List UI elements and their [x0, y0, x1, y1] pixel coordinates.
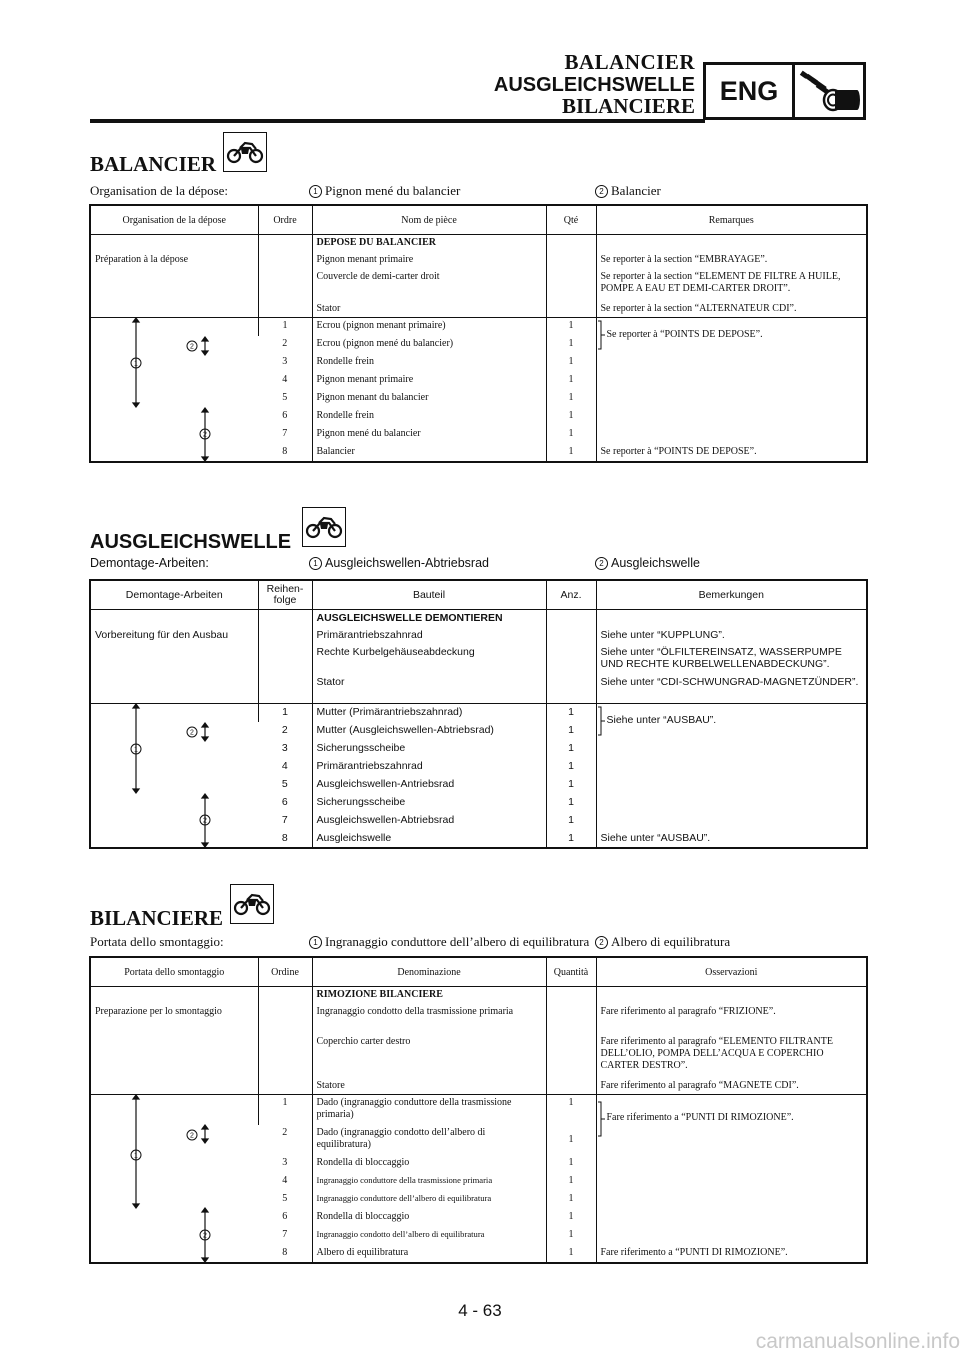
quantity: 1	[546, 336, 596, 354]
header-title-fr: BALANCIER	[564, 50, 695, 74]
order-number: 5	[282, 1192, 288, 1204]
part-name: Dado (ingranaggio condotto dell’albero di equilibratura)	[312, 1125, 546, 1155]
parts-table-1	[89, 204, 868, 463]
sequence-arrows-icon	[91, 318, 259, 462]
bracket-remark: Fare riferimento a “PUNTI DI RIMOZIONE”.	[606, 1112, 794, 1123]
col-header: Nom de pièce	[312, 205, 546, 235]
subtitle-label: Organisation de la dépose:	[90, 183, 229, 198]
quantity: 1	[546, 758, 596, 776]
header-rule	[90, 119, 705, 123]
order-number: 1	[258, 1095, 312, 1125]
bracket-remark-cell	[596, 704, 867, 830]
bracket-icon	[597, 1101, 605, 1137]
part-name: Couvercle de demi-carter droit	[312, 269, 546, 301]
legend-text: Balancier	[611, 183, 661, 198]
part-name: Ausgleichswelle	[312, 830, 546, 848]
legend-number: 1	[309, 185, 322, 198]
legend-number: 2	[595, 936, 608, 949]
section-title-ausgleichswelle: AUSGLEICHSWELLE	[90, 531, 292, 553]
legend-item-2	[595, 556, 700, 570]
table-row	[90, 1034, 867, 1078]
remark: Siehe unter “AUSBAU”.	[596, 830, 867, 848]
order-number: 7	[282, 427, 288, 439]
order-number: 4	[282, 1174, 288, 1186]
part-name: Ausgleichswellen-Abtriebsrad	[312, 812, 546, 830]
section-title-bilanciere: BILANCIERE	[90, 906, 224, 930]
table-row	[90, 1078, 867, 1095]
remark: Siehe unter “ÖLFILTEREINSATZ, WASSERPUMPE UND RECHTE KURBELWELLENABDECKUNG”.	[596, 644, 867, 674]
remark: Fare riferimento al paragrafo “MAGNETE CDI”.	[596, 1078, 867, 1095]
col-header: Ordre	[258, 205, 312, 235]
order-number: 3	[282, 1156, 288, 1168]
prep-label: Vorbereitung für den Ausbau	[95, 628, 229, 641]
part-name: Rondella di bloccaggio	[312, 1209, 546, 1227]
bracket-remark-cell	[596, 1095, 867, 1245]
remark: Fare riferimento a “PUNTI DI RIMOZIONE”.	[596, 1245, 867, 1263]
part-name: Ecrou (pignon mené du balancier)	[312, 336, 546, 354]
table-row	[90, 674, 867, 704]
part-name: Primärantriebszahnrad	[312, 758, 546, 776]
part-name: Ecrou (pignon menant primaire)	[312, 318, 546, 336]
order-number: 8	[282, 445, 288, 457]
table-row	[90, 644, 867, 674]
part-name: Balancier	[312, 444, 546, 462]
bracket-icon	[597, 320, 605, 350]
part-name: Ingranaggio condotto della trasmissione primaria	[312, 1004, 546, 1034]
order-number: 2	[282, 1126, 288, 1138]
svg-text:2: 2	[203, 431, 207, 439]
order-number: 1	[258, 704, 312, 722]
col-header: Qté	[546, 205, 596, 235]
remark: Fare riferimento al paragrafo “ELEMENTO FILTRANTE DELL’OLIO, POMPA DELL’ACQUA E COPERCHIO CARTER DESTRO”.	[596, 1034, 867, 1078]
order-number: 4	[281, 759, 288, 772]
order-number: 6	[281, 795, 288, 808]
section-title-balancier: BALANCIER	[90, 152, 217, 176]
col-header: Demontage-Arbeiten	[90, 580, 258, 610]
eng-label: ENG	[706, 65, 795, 117]
prep-label: Preparazione per lo smontaggio	[95, 1005, 222, 1017]
svg-text:1: 1	[134, 746, 138, 754]
col-header: Bauteil	[312, 580, 546, 610]
group-title: DEPOSE DU BALANCIER	[312, 235, 546, 252]
quantity: 1	[546, 794, 596, 812]
subtitle-2	[90, 556, 700, 570]
table-row	[90, 704, 867, 722]
col-header: Portata dello smontaggio	[90, 957, 258, 987]
part-name: Albero di equilibratura	[312, 1245, 546, 1263]
motorcycle-icon	[230, 884, 274, 924]
quantity: 1	[546, 722, 596, 740]
quantity: 1	[546, 740, 596, 758]
table-row	[90, 987, 867, 1004]
table-row	[90, 269, 867, 301]
legend-text: Pignon mené du balancier	[325, 183, 461, 198]
quantity: 1	[546, 1191, 596, 1209]
svg-text:1: 1	[134, 1152, 138, 1160]
quantity: 1	[546, 426, 596, 444]
remark: Siehe unter “KUPPLUNG”.	[596, 627, 867, 644]
engine-spring-icon	[795, 65, 863, 117]
quantity: 1	[546, 1155, 596, 1173]
part-name: Mutter (Ausgleichswellen-Abtriebsrad)	[312, 722, 546, 740]
bracket-remark-cell	[596, 318, 867, 444]
part-name: Pignon mené du balancier	[312, 426, 546, 444]
legend-item-1	[309, 183, 460, 199]
legend-item-1	[309, 934, 589, 950]
svg-text:2: 2	[190, 729, 194, 737]
quantity: 1	[546, 1125, 596, 1155]
part-name: Rechte Kurbelgehäuseabdeckung	[312, 644, 546, 674]
table-row	[90, 318, 867, 336]
part-name: Pignon menant primaire	[312, 252, 546, 269]
quantity: 1	[546, 1209, 596, 1227]
svg-text:2: 2	[203, 1232, 207, 1240]
col-header: Osservazioni	[596, 957, 867, 987]
order-number: 4	[282, 373, 288, 385]
subtitle-label: Demontage-Arbeiten:	[90, 556, 209, 570]
part-name: Statore	[312, 1078, 546, 1095]
legend-text: Ausgleichswellen-Abtriebsrad	[325, 556, 489, 570]
table-row	[90, 301, 867, 318]
bracket-remark: Siehe unter “AUSBAU”.	[606, 714, 717, 727]
part-name: Mutter (Primärantriebszahnrad)	[312, 704, 546, 722]
legend-item-1	[309, 556, 489, 570]
bracket-icon	[597, 706, 605, 736]
quantity: 1	[546, 830, 596, 848]
table-row	[90, 1004, 867, 1034]
order-number: 5	[282, 391, 288, 403]
part-name: Stator	[312, 301, 546, 318]
quantity: 1	[546, 704, 596, 722]
part-name: Ausgleichswellen-Antriebsrad	[312, 776, 546, 794]
part-name: Sicherungsscheibe	[312, 740, 546, 758]
table-row	[90, 252, 867, 269]
parts-table-3	[89, 956, 868, 1264]
group-title: AUSGLEICHSWELLE DEMONTIEREN	[312, 610, 546, 627]
parts-table-2	[89, 579, 868, 849]
remark: Siehe unter “CDI-SCHWUNGRAD-MAGNETZÜNDER”.	[596, 674, 867, 704]
svg-text:2: 2	[190, 1132, 194, 1140]
prep-label: Préparation à la dépose	[95, 253, 189, 265]
quantity: 1	[546, 408, 596, 426]
quantity: 1	[546, 776, 596, 794]
part-name: Coperchio carter destro	[312, 1034, 546, 1078]
order-number: 7	[282, 1228, 288, 1240]
svg-text:2: 2	[190, 343, 194, 351]
quantity: 1	[546, 1173, 596, 1191]
order-number: 6	[282, 1210, 288, 1222]
col-header: Ordine	[258, 957, 312, 987]
page-number: 4 - 63	[458, 1301, 502, 1320]
part-name: Ingranaggio condotto dell’albero di equilibratura	[312, 1227, 546, 1245]
part-name: Primärantriebszahnrad	[312, 627, 546, 644]
legend-number: 1	[309, 557, 322, 570]
order-number: 8	[282, 1246, 288, 1258]
quantity: 1	[546, 318, 596, 336]
order-number: 8	[281, 831, 288, 844]
legend-item-2	[595, 934, 730, 950]
header-titles	[494, 52, 695, 117]
remark: Se reporter à la section “ELEMENT DE FILTRE A HUILE, POMPE A EAU ET DEMI-CARTER DROIT”.	[596, 269, 867, 301]
motorcycle-icon	[223, 132, 267, 172]
col-header: Bemerkungen	[596, 580, 867, 610]
table-row	[90, 627, 867, 644]
table-row	[90, 610, 867, 627]
legend-text: Ausgleichswelle	[611, 556, 700, 570]
subtitle-1	[90, 183, 661, 199]
svg-text:1: 1	[134, 360, 138, 368]
order-number: 7	[281, 813, 288, 826]
quantity: 1	[546, 1095, 596, 1125]
col-header: Denominazione	[312, 957, 546, 987]
legend-text: Ingranaggio conduttore dell’albero di equilibratura	[325, 934, 590, 949]
quantity: 1	[546, 1227, 596, 1245]
order-number: 2	[281, 723, 288, 736]
legend-number: 2	[595, 557, 608, 570]
order-number: 5	[281, 777, 288, 790]
legend-number: 2	[595, 185, 608, 198]
order-number: 2	[282, 337, 288, 349]
eng-badge	[703, 62, 866, 120]
legend-item-2	[595, 183, 661, 199]
order-number: 1	[258, 318, 312, 336]
table-row	[90, 235, 867, 252]
col-header: Quantità	[546, 957, 596, 987]
part-name: Ingranaggio conduttore dell’albero di equilibratura	[312, 1191, 546, 1209]
order-number: 3	[281, 741, 288, 754]
svg-text:2: 2	[203, 817, 207, 825]
sequence-arrows-icon	[91, 704, 259, 848]
part-name: Rondelle frein	[312, 354, 546, 372]
motorcycle-icon	[302, 507, 346, 547]
quantity: 1	[546, 1245, 596, 1263]
part-name: Pignon menant du balancier	[312, 390, 546, 408]
part-name: Stator	[312, 674, 546, 704]
quantity: 1	[546, 354, 596, 372]
remark: Se reporter à “POINTS DE DEPOSE”.	[596, 444, 867, 462]
remark: Se reporter à la section “EMBRAYAGE”.	[596, 252, 867, 269]
quantity: 1	[546, 390, 596, 408]
part-name: Sicherungsscheibe	[312, 794, 546, 812]
subtitle-label: Portata dello smontaggio:	[90, 934, 224, 949]
remark: Fare riferimento al paragrafo “FRIZIONE”.	[596, 1004, 867, 1034]
legend-text: Albero di equilibratura	[611, 934, 731, 949]
header-title-it: BILANCIERE	[561, 94, 695, 118]
part-name: Pignon menant primaire	[312, 372, 546, 390]
col-header: Reihen-folge	[258, 580, 312, 610]
subtitle-3	[90, 934, 731, 950]
order-number: 3	[282, 355, 288, 367]
col-header: Organisation de la dépose	[90, 205, 258, 235]
sequence-arrows	[90, 1095, 258, 1263]
order-number: 6	[282, 409, 288, 421]
quantity: 1	[546, 812, 596, 830]
sequence-arrows-icon	[91, 1095, 259, 1263]
header-title-de: AUSGLEICHSWELLE	[493, 74, 695, 96]
col-header: Anz.	[546, 580, 596, 610]
watermark: carmanualsonline.info	[755, 1330, 960, 1353]
part-name: Rondelle frein	[312, 408, 546, 426]
sequence-arrows	[90, 704, 258, 848]
quantity: 1	[546, 372, 596, 390]
part-name: Dado (ingranaggio conduttore della trasmissione primaria)	[312, 1095, 546, 1125]
bracket-remark: Se reporter à “POINTS DE DEPOSE”.	[606, 329, 763, 340]
part-name: Ingranaggio conduttore della trasmissione primaria	[312, 1173, 546, 1191]
remark: Se reporter à la section “ALTERNATEUR CDI”.	[596, 301, 867, 318]
sequence-arrows	[90, 318, 258, 462]
quantity: 1	[546, 444, 596, 462]
part-name: Rondella di bloccaggio	[312, 1155, 546, 1173]
legend-number: 1	[309, 936, 322, 949]
table-row	[90, 1095, 867, 1125]
col-header: Remarques	[596, 205, 867, 235]
group-title: RIMOZIONE BILANCIERE	[312, 987, 546, 1004]
